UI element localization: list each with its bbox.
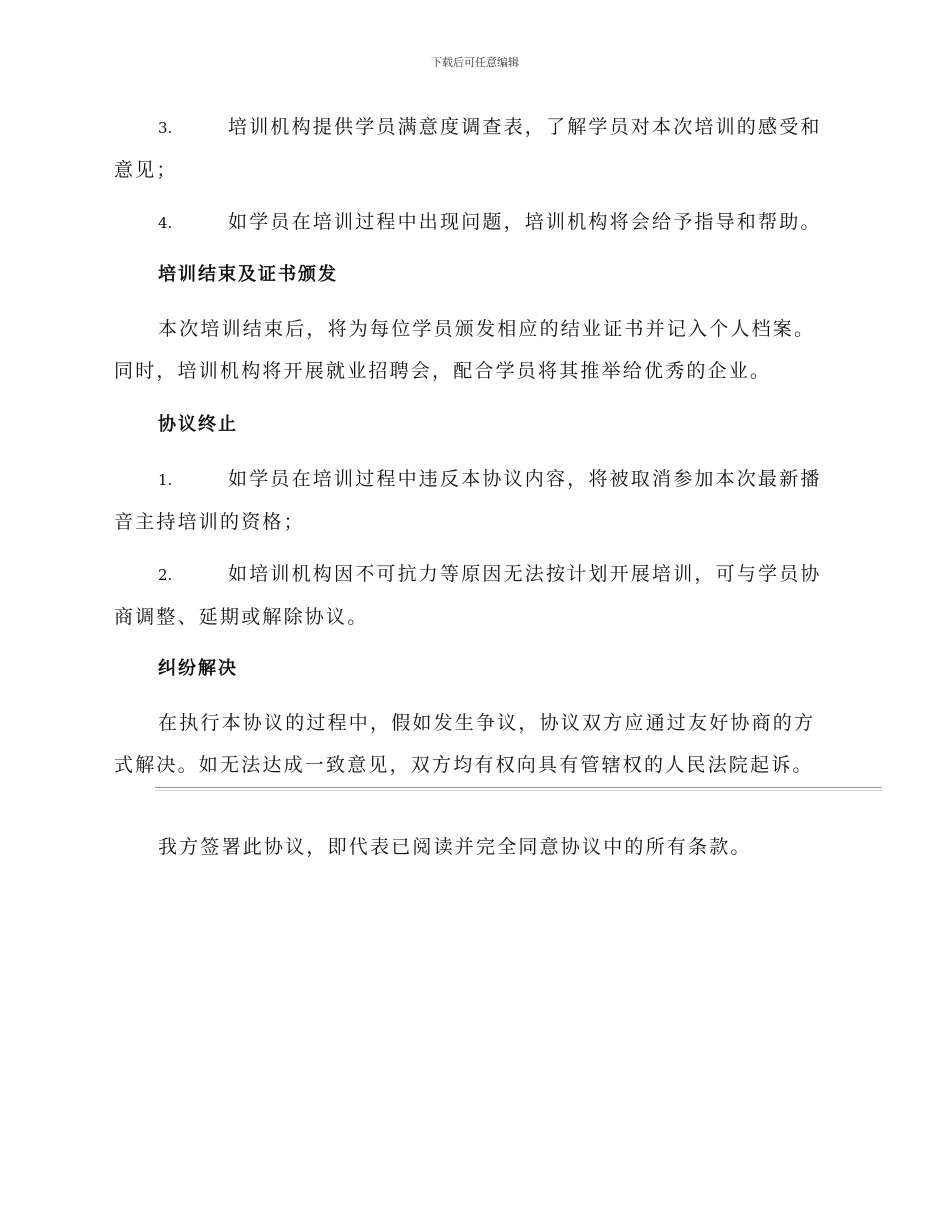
list-number: 2. <box>158 566 173 584</box>
section-heading-termination: 协议终止 <box>158 414 238 435</box>
list-text: 如学员在培训过程中出现问题，培训机构将会给予指导和帮助。 <box>228 211 822 233</box>
dispute-paragraph: 在执行本协议的过程中，假如发生争议，协议双方应通过友好协商的方式解决。如无法达成一致意见，双方均有权向具有管辖权的人民法院起诉。 <box>114 712 816 776</box>
list-text: 培训机构提供学员满意度调查表，了解学员对本次培训的感受和意见； <box>114 116 822 181</box>
list-number: 1. <box>158 471 173 489</box>
list-text: 如学员在培训过程中违反本协议内容，将被取消参加本次最新播音主持培训的资格； <box>114 468 822 533</box>
document-body <box>114 106 836 798</box>
section-heading-dispute: 纠纷解决 <box>158 658 238 679</box>
certificate-paragraph: 本次培训结束后，将为每位学员颁发相应的结业证书并记入个人档案。同时，培训机构将开展就业招聘会，配合学员将其推举给优秀的企业。 <box>114 318 816 382</box>
list-item <box>114 106 836 191</box>
section-heading-certificate: 培训结束及证书颁发 <box>158 264 338 285</box>
list-number: 4. <box>158 214 173 232</box>
page-header: 下载后可任意编辑 <box>431 56 519 69</box>
list-text: 如培训机构因不可抗力等原因无法按计划开展培训，可与学员协商调整、延期或解除协议。 <box>114 563 822 628</box>
horizontal-divider <box>155 787 882 791</box>
list-item <box>114 458 836 543</box>
list-item <box>114 201 836 244</box>
list-item <box>114 553 836 638</box>
signature-statement: 我方签署此协议，即代表已阅读并完全同意协议中的所有条款。 <box>158 836 752 858</box>
list-number: 3. <box>158 119 173 137</box>
